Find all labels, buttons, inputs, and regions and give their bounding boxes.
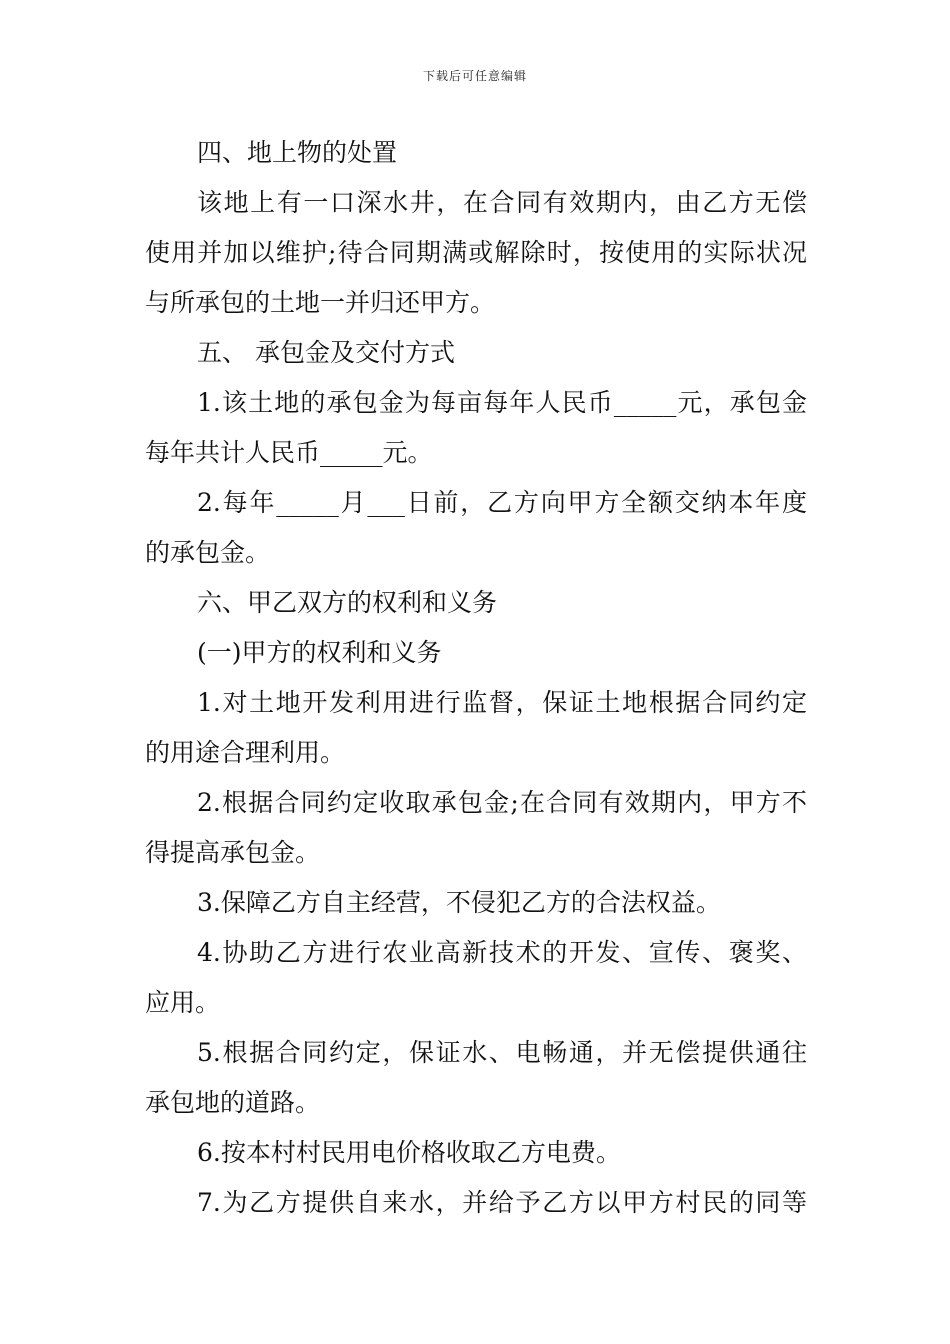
paragraph-line: 4.协助乙方进行农业高新技术的开发、宣传、褒奖、 bbox=[197, 938, 807, 967]
section-heading-5: 五、 承包金及交付方式 bbox=[197, 338, 455, 367]
paragraph-line: 7.为乙方提供自来水，并给予乙方以甲方村民的同等 bbox=[197, 1188, 807, 1217]
paragraph-line: 1.该土地的承包金为每亩每年人民币_____元，承包金 bbox=[197, 388, 807, 417]
paragraph-line: 的承包金。 bbox=[145, 538, 271, 567]
paragraph-line: 2.每年_____月___日前，乙方向甲方全额交纳本年度 bbox=[197, 488, 807, 517]
paragraph-line: 应用。 bbox=[145, 988, 221, 1017]
page-header: 下载后可任意编辑 bbox=[422, 69, 527, 83]
paragraph-line: 得提高承包金。 bbox=[145, 838, 321, 867]
section-heading-6: 六、甲乙双方的权利和义务 bbox=[197, 588, 498, 617]
paragraph-line: 与所承包的土地一并归还甲方。 bbox=[145, 288, 496, 317]
paragraph-line: 2.根据合同约定收取承包金;在合同有效期内，甲方不 bbox=[197, 788, 807, 817]
paragraph-line: 使用并加以维护;待合同期满或解除时，按使用的实际状况 bbox=[145, 238, 807, 267]
subsection-heading: (一)甲方的权利和义务 bbox=[197, 638, 442, 667]
section-heading-4: 四、地上物的处置 bbox=[197, 138, 398, 167]
paragraph-line: 6.按本村村民用电价格收取乙方电费。 bbox=[197, 1138, 621, 1167]
paragraph-line: 该地上有一口深水井，在合同有效期内，由乙方无偿 bbox=[197, 188, 807, 217]
paragraph-line: 每年共计人民币_____元。 bbox=[145, 438, 433, 467]
paragraph-line: 3.保障乙方自主经营，不侵犯乙方的合法权益。 bbox=[197, 888, 721, 917]
paragraph-line: 5.根据合同约定，保证水、电畅通，并无偿提供通往 bbox=[197, 1038, 807, 1067]
paragraph-line: 承包地的道路。 bbox=[145, 1088, 321, 1117]
document-body bbox=[145, 128, 807, 1228]
paragraph-line: 的用途合理利用。 bbox=[145, 738, 346, 767]
paragraph-line: 1.对土地开发利用进行监督，保证土地根据合同约定 bbox=[197, 688, 807, 717]
